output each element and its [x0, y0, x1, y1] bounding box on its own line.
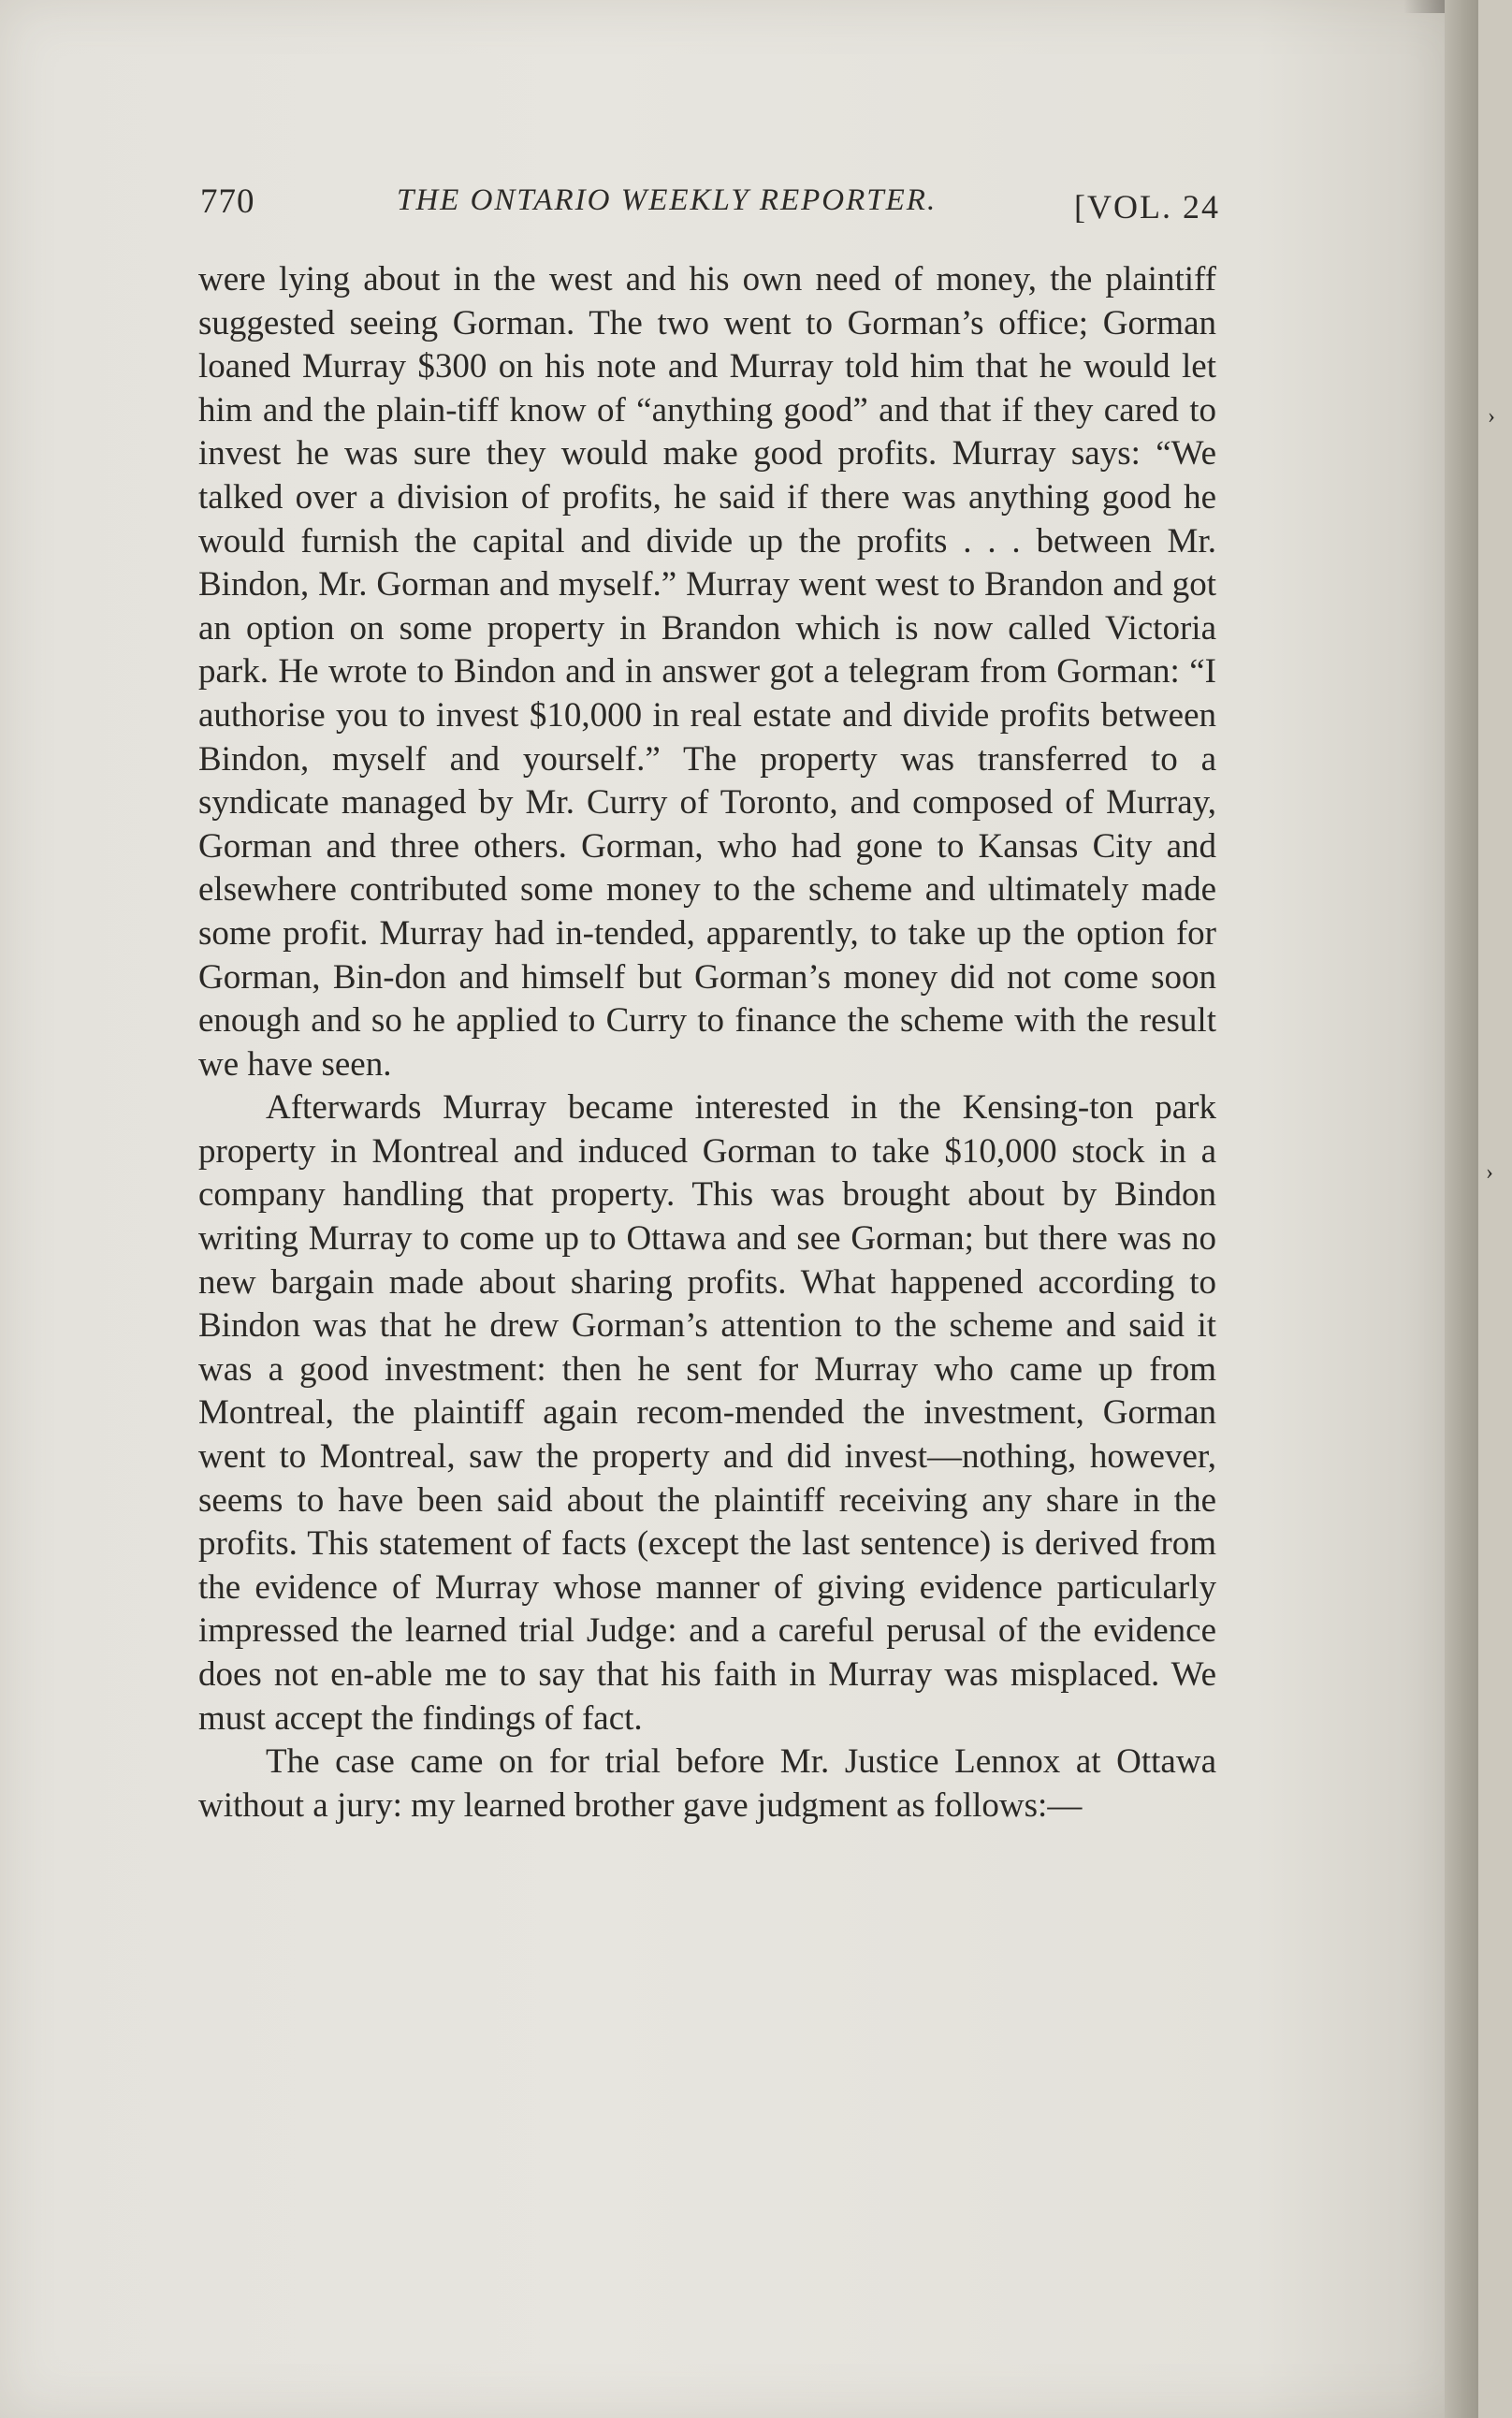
margin-mark: ›	[1486, 1160, 1493, 1185]
page-number: 770	[200, 182, 255, 221]
page-edge-shadow	[1445, 0, 1478, 2418]
paragraph-2: Afterwards Murray became interested in the Kensing-ton park property in Montreal and induced Gorman to take $10,000 stock in a company handling that property. This was brought about by Bindon writing Murray to come up to Ottawa and see Gorman; but there was no new bargain made about sharing profits. What happened according to Bindon was that he drew Gorman’s attention to the scheme and said it was a good investment: then he sent for Murray who came up from Montreal, the plaintiff again recom-mended the investment, Gorman went to Montreal, saw the property and did invest—nothing, however, seems to have been said about the plaintiff receiving any share in the profits. This statement of facts (except the last sentence) is derived from the evidence of Murray whose manner of giving evidence particularly impressed the learned trial Judge: and a careful perusal of the evidence does not en-able me to say that his faith in Murray was misplaced. We must accept the findings of fact.	[198, 1088, 1216, 1738]
volume-label: [VOL. 24	[1074, 188, 1220, 226]
paragraph-1: were lying about in the west and his own need of money, the plaintiff suggested seeing Gorman. The two went to Gorman’s office; Gorman loaned Murray $300 on his note and Murray told him that he would let him and the plain-tiff know of “anything good” and that if they cared to invest he was sure they would make good profits. Murray says: “We talked over a division of profits, he said if there was anything good he would furnish the capital and divide up the profits . . . between Mr. Bindon, Mr. Gorman and myself.” Murray went west to Brandon and got an option on some property in Brandon which is now called Victoria park. He wrote to Bindon and in answer got a telegram from Gorman: “I authorise you to invest $10,000 in real estate and divide profits between Bindon, myself and yourself.” The property was transferred to a syndicate managed by Mr. Curry of Toronto, and composed of Murray, Gorman and three others. Gorman, who had gone to Kansas City and elsewhere contributed some money to the scheme and ultimately made some profit. Murray had in-tended, apparently, to take up the option for Gorman, Bin-don and himself but Gorman’s money did not come soon enough and so he applied to Curry to finance the scheme with the result we have seen.	[198, 260, 1216, 1084]
page-header	[200, 176, 1220, 232]
running-title: THE ONTARIO WEEKLY REPORTER.	[397, 183, 938, 217]
margin-mark: ›	[1488, 404, 1495, 429]
paragraph-3: The case came on for trial before Mr. Justice Lennox at Ottawa without a jury: my learned brother gave judgment as follows:—	[198, 1742, 1216, 1825]
body-text	[198, 258, 1216, 1828]
